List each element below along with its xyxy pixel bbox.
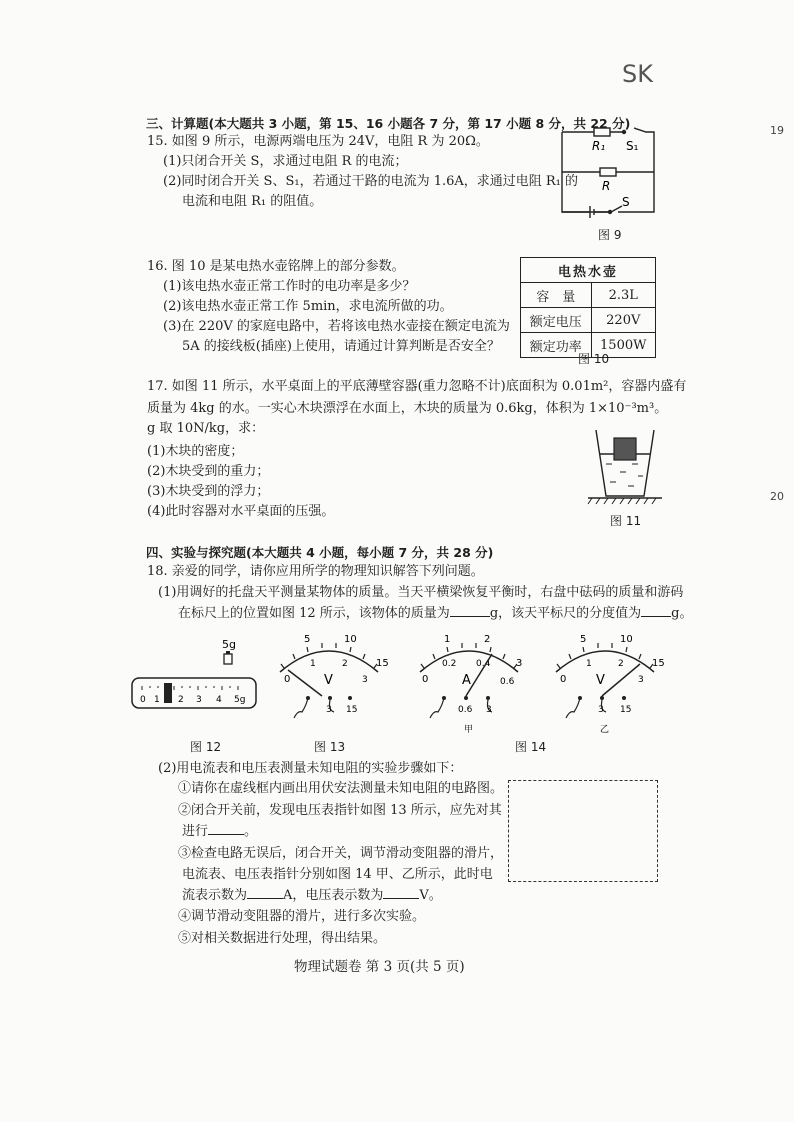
- svg-text:15: 15: [346, 705, 358, 715]
- svg-text:2: 2: [342, 659, 348, 669]
- q18-line: (1)用调好的托盘天平测量某物体的质量。当天平横梁恢复平衡时，右盘中砝码的质量和游码: [158, 585, 684, 600]
- page-footer: 物理试题卷 第 3 页(共 5 页): [294, 959, 465, 975]
- q18-step: 流表示数为 A，电压表示数为 V。: [182, 888, 442, 903]
- figure-10-caption: 图 10: [578, 352, 610, 366]
- q18-line: (2)用电流表和电压表测量未知电阻的实验步骤如下：: [158, 761, 463, 776]
- svg-text:0: 0: [422, 674, 429, 685]
- svg-text:2: 2: [618, 659, 624, 669]
- svg-text:3: 3: [326, 705, 332, 715]
- q16-line: 16. 图 10 是某电热水壶铭牌上的部分参数。: [147, 259, 405, 274]
- nameplate-title: 电热水壶: [521, 258, 656, 283]
- section-3-heading: 三、计算题(本大题共 3 小题，第 15、16 小题各 7 分，第 17 小题 8 分，共 22 分): [146, 116, 631, 131]
- q17-line: 17. 如图 11 所示，水平桌面上的平底薄壁容器(重力忽略不计)底面积为 0.01m²，容器内盛有: [147, 379, 687, 394]
- q18-step: 进行 。: [182, 824, 258, 839]
- svg-text:5: 5: [304, 634, 311, 645]
- figure-14-caption: 图 14: [515, 740, 547, 754]
- svg-text:15: 15: [620, 705, 632, 715]
- svg-text:10: 10: [344, 634, 357, 645]
- top-scribble: SK: [622, 60, 653, 88]
- q16-line: 5A 的接线板(插座)上使用，请通过计算判断是否安全？: [182, 339, 500, 354]
- svg-text:3: 3: [196, 695, 202, 705]
- figure-12-caption: 图 12: [190, 740, 222, 754]
- ammeter-figure-14a: [404, 630, 534, 740]
- q16-line: (1)该电热水壶正常工作时的电功率是多少？: [163, 279, 416, 294]
- svg-text:4: 4: [216, 695, 222, 705]
- svg-text:1: 1: [586, 659, 592, 669]
- mass-answer-blank[interactable]: [450, 616, 490, 617]
- q18-step: ④调节滑动变阻器的滑片，进行多次实验。: [178, 909, 426, 924]
- svg-text:15: 15: [652, 658, 665, 669]
- q18-step: ②闭合开关前，发现电压表指针如图 13 所示，应先对其: [178, 803, 502, 818]
- svg-text:1: 1: [154, 695, 160, 705]
- voltmeter-figure-14b: [540, 630, 670, 740]
- figure-11-caption: 图 11: [610, 514, 642, 528]
- margin-number: 20: [770, 490, 784, 503]
- r1-label: R₁: [592, 139, 606, 153]
- svg-text:0: 0: [560, 674, 567, 685]
- svg-text:2: 2: [178, 695, 184, 705]
- figure-9-caption: 图 9: [598, 228, 622, 242]
- svg-text:0: 0: [284, 674, 291, 685]
- svg-text:1: 1: [444, 634, 451, 645]
- section-4-heading: 四、实验与探究题(本大题共 4 小题，每小题 7 分，共 28 分): [146, 545, 494, 560]
- sub-label-jia: 甲: [464, 725, 474, 735]
- svg-text:3: 3: [516, 658, 523, 669]
- q15-line: 电流和电阻 R₁ 的阻值。: [182, 194, 323, 209]
- q18-line: 在标尺上的位置如图 12 所示，该物体的质量为 g，该天平标尺的分度值为 g。: [178, 606, 693, 621]
- svg-text:10: 10: [620, 634, 633, 645]
- svg-text:0.4: 0.4: [476, 659, 491, 669]
- voltmeter-figure-13: [264, 630, 394, 730]
- svg-text:3: 3: [598, 705, 604, 715]
- q18-step: ③检查电路无误后，闭合开关，调节滑动变阻器的滑片，: [178, 846, 504, 861]
- svg-text:3: 3: [362, 675, 368, 685]
- container-figure-11: [586, 428, 664, 508]
- q16-line: (2)该电热水壶正常工作 5min，求电流所做的功。: [163, 299, 453, 314]
- meter-symbol: V: [324, 673, 333, 688]
- zero-adjust-blank[interactable]: [208, 834, 244, 835]
- q17-line: (2)木块受到的重力；: [147, 464, 270, 479]
- q18-line: 18. 亲爱的同学，请你应用所学的物理知识解答下列问题。: [147, 564, 484, 579]
- table-row: 额定电压 220V: [521, 308, 656, 333]
- r-label: R: [602, 179, 611, 193]
- circuit-figure-9: [556, 120, 660, 220]
- q15-line: 15. 如图 9 所示，电源两端电压为 24V，电阻 R 为 20Ω。: [147, 134, 489, 149]
- meter-symbol: V: [596, 673, 605, 688]
- circuit-drawing-box[interactable]: [508, 780, 658, 882]
- svg-text:15: 15: [376, 658, 389, 669]
- svg-text:2: 2: [484, 634, 491, 645]
- q18-step: ⑤对相关数据进行处理，得出结果。: [178, 931, 387, 946]
- s1-label: S₁: [626, 139, 639, 153]
- q15-line: (2)同时闭合开关 S、S₁，若通过干路的电流为 1.6A，求通过电阻 R₁ 的: [163, 174, 579, 189]
- svg-text:0.2: 0.2: [442, 659, 457, 669]
- svg-text:0.6: 0.6: [500, 677, 515, 687]
- voltage-answer-blank[interactable]: [383, 898, 419, 899]
- q17-line: (3)木块受到的浮力；: [147, 484, 270, 499]
- svg-text:5g: 5g: [234, 695, 246, 705]
- q16-line: (3)在 220V 的家庭电路中，若将该电热水壶接在额定电流为: [163, 319, 510, 334]
- margin-number: 19: [770, 124, 784, 137]
- q18-step: ①请你在虚线框内画出用伏安法测量未知电阻的电路图。: [178, 781, 504, 796]
- svg-text:3: 3: [638, 675, 644, 685]
- svg-text:1: 1: [310, 659, 316, 669]
- q17-line: (1)木块的密度；: [147, 444, 244, 459]
- sub-label-yi: 乙: [600, 725, 610, 735]
- svg-text:3: 3: [486, 705, 492, 715]
- q18-step: 电流表、电压表指针分别如图 14 甲、乙所示，此时电: [182, 867, 493, 882]
- q15-line: (1)只闭合开关 S，求通过电阻 R 的电流；: [163, 154, 408, 169]
- q17-line: g 取 10N/kg，求：: [147, 421, 265, 436]
- table-row: 额定功率 1500W: [521, 333, 656, 358]
- svg-text:5: 5: [580, 634, 587, 645]
- svg-text:0: 0: [140, 695, 146, 705]
- division-answer-blank[interactable]: [641, 616, 671, 617]
- balance-scale-figure-12: [130, 632, 262, 712]
- q17-line: 质量为 4kg 的水。一实心木块漂浮在水面上，木块的质量为 0.6kg，体积为 1×10⁻³m³。: [147, 401, 668, 416]
- nameplate-table: [520, 257, 656, 358]
- current-answer-blank[interactable]: [247, 898, 283, 899]
- figure-13-caption: 图 13: [314, 740, 346, 754]
- weight-label: 5g: [222, 638, 236, 651]
- s-label: S: [622, 195, 630, 209]
- q17-line: (4)此时容器对水平桌面的压强。: [147, 504, 335, 519]
- table-row: 容 量 2.3L: [521, 283, 656, 308]
- meter-symbol: A: [462, 673, 471, 688]
- svg-text:0.6: 0.6: [458, 705, 473, 715]
